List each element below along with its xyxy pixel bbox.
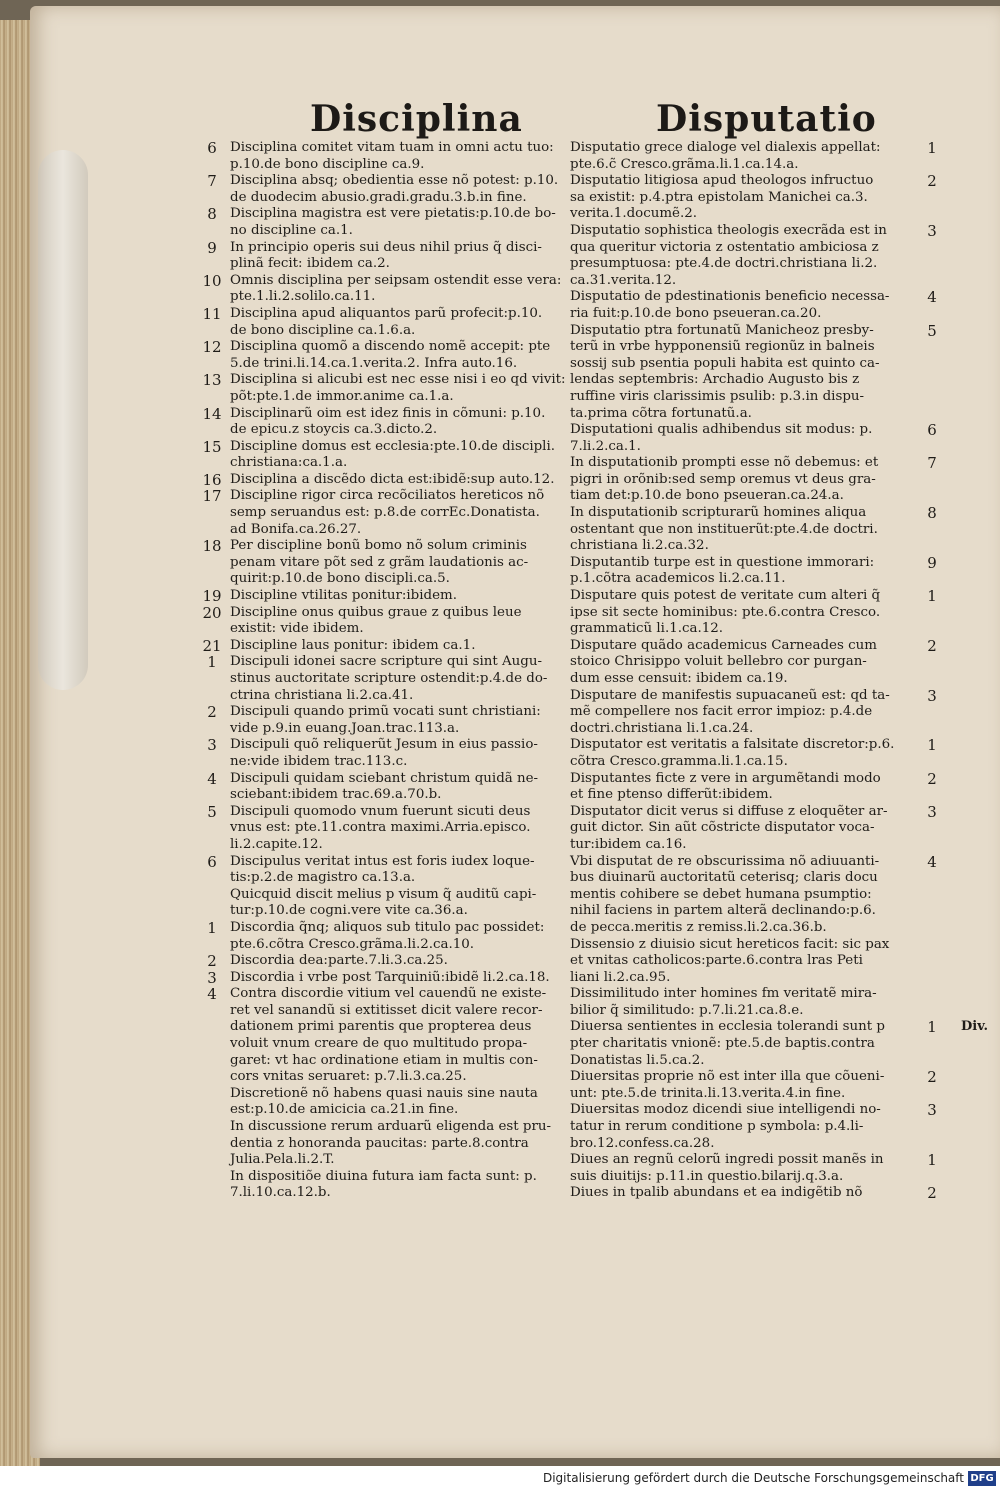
entry-number: 1 [927,1018,937,1037]
index-entry [570,688,990,738]
index-entry [200,970,570,987]
entry-text: In disputationib prompti esse nõ debemus: et pigri in orõnib:sed semp oremus vt deus gra- tiam det:p.10.de bono pseueran.ca.24.a. [570,455,879,504]
entry-number: 8 [207,205,217,224]
entry-text: Discipline onus quibus graue z quibus leue existit: vide ibidem. [230,604,522,637]
entry-number: 7 [927,454,937,473]
entry-number: 9 [927,553,937,572]
entry-number: 3 [207,736,217,755]
entry-text: Disputationi qualis adhibendus sit modus: p. 7.li.2.ca.1. [570,422,873,454]
entry-text: Diuersitas modoz dicendi siue intelligendi no- tatur in rerum conditione p symbola: p.4.li- bro.12.confess.ca.28. [570,1102,881,1151]
index-entry [570,455,990,505]
index-entry [200,737,570,770]
footer-bar [0,1466,1000,1492]
entry-number: 6 [207,139,217,157]
entry-number: 1 [927,139,937,157]
margin-note: Div. [961,1019,988,1035]
entry-text: Quicquid discit melius p visum q̃ auditũ capi- tur:p.10.de cogni.vere vite ca.36.a. [230,886,537,919]
entry-text: Disputator dicit verus si diffuse z eloquẽter ar- guit dictor. Sin aũt cõstricte disputator voca- tur:ibidem ca.16. [570,803,888,852]
entry-text: In principio operis sui deus nihil prius q̃ disci- plinã fecit: ibidem ca.2. [230,239,542,272]
index-entry [200,953,570,970]
entry-text: Disputare de manifestis supuacaneũ est: qd ta- mẽ compellere nos facit error impioz: p.4.de doctri.christiana li.1.ca.24. [570,687,890,736]
entry-number: 3 [927,1101,937,1120]
entry-text: Discipline vtilitas ponitur:ibidem. [230,588,457,604]
entry-number: 1 [927,1151,937,1170]
entry-number: 21 [202,636,222,655]
index-entry [570,173,990,223]
entry-text: Diues an regnũ celorũ ingredi possit manẽs in suis diuitijs: p.11.in questio.bilarij.q.3.a. [570,1152,884,1184]
entry-number: 14 [202,404,222,423]
entry-number: 2 [927,172,937,191]
entry-number: 4 [927,852,937,871]
index-entry [200,704,570,737]
index-entry [570,1152,990,1185]
entry-number: 6 [927,421,937,440]
entry-text: Discipline rigor circa recõciliatos hereticos nõ semp seruandus est: p.8.de corrEc.Donatista. ad Bonifa.ca.26.27. [230,488,545,537]
entry-text: Disciplina quomõ a discendo nomẽ accepit: pte 5.de trini.li.14.ca.1.verita.2. Infra auto.16. [230,339,551,371]
index-entry [200,605,570,638]
entry-number: 3 [207,968,217,987]
entry-number: 2 [207,952,217,971]
index-entry [200,854,570,887]
entry-text: Disciplina absq; obedientia esse nõ potest: p.10. de duodecim abusio.gradi.gradu.3.b.in fine. [230,173,559,205]
entry-number: 3 [927,802,937,821]
entry-text: Disputatio de pdestinationis beneficio necessa- ria fuit:p.10.de bono pseueran.ca.20. [570,289,890,321]
entry-number: 3 [927,686,937,705]
entry-text: Diuersa sentientes in ecclesia tolerandi sunt p pter charitatis vnionẽ: pte.5.de baptis.contra Donatistas li.5.ca.2. [570,1019,885,1068]
index-entry [200,273,570,306]
entry-number: 1 [207,653,217,672]
entry-text: Disputatio grece dialoge vel dialexis appellat: pte.6.c̃ Cresco.grãma.li.1.ca.14.a. [570,140,881,172]
entry-number: 3 [927,221,937,240]
page-clip [38,150,88,690]
index-entry [200,654,570,704]
entry-text: Discipline domus est ecclesia:pte.10.de discipli. christiana:ca.1.a. [230,438,555,471]
index-entry [570,638,990,688]
entry-number: 20 [202,603,222,622]
entry-number: 1 [927,736,937,755]
entry-text: Disciplina apud aliquantos parũ profecit:p.10. de bono discipline ca.1.6.a. [230,305,543,338]
entry-text: Disciplina comitet vitam tuam in omni actu tuo: p.10.de bono discipline ca.9. [230,140,554,172]
entry-text: Discordia i vrbe post Tarquiniũ:ibidẽ li.2.ca.18. [230,969,550,985]
index-entry [200,638,570,655]
index-entry [570,289,990,322]
entry-text: Disciplina si alicubi est nec esse nisi i eo qd vivit: põt:pte.1.de immor.anime ca.1.a. [230,372,566,404]
entry-number: 4 [927,288,937,307]
entry-text: Dissensio z diuisio sicut hereticos facit: sic pax et vnitas catholicos:parte.6.contra lras Peti liani li.2.ca.95. [570,936,890,985]
index-entry [200,488,570,538]
index-entry [200,372,570,405]
index-entry [200,1119,570,1169]
index-entry [570,1102,990,1152]
entry-number: 2 [927,769,937,788]
index-entry [200,986,570,1086]
index-entry [570,555,990,588]
index-entry [570,223,990,289]
entry-text: Disciplina magistra est vere pietatis:p.10.de bo- no discipline ca.1. [230,206,556,238]
index-entry [200,1169,570,1202]
index-entry [570,854,990,937]
entry-number: 13 [202,371,222,390]
entry-number: 2 [927,1184,937,1203]
entry-text: In dispositiõe diuina futura iam facta sunt: p. 7.li.10.ca.12.b. [230,1168,537,1201]
entry-text: Discretionẽ nõ habens quasi nauis sine nauta est:p.10.de amicicia ca.21.in fine. [230,1085,538,1118]
entry-text: Disciplina a discẽdo dicta est:ibidẽ:sup auto.12. [230,471,555,487]
index-entry [200,1086,570,1119]
entry-number: 19 [202,587,222,606]
entry-number: 11 [202,304,222,323]
entry-number: 1 [927,587,937,606]
footer-credit: Digitalisierung gefördert durch die Deutsche Forschungsgemeinschaft [542,1471,964,1485]
entry-text: Diuersitas proprie nõ est inter illa que cõueni- unt: pte.5.de trinita.li.13.verita.4.in fine. [570,1069,885,1101]
index-entry [200,240,570,273]
entry-number: 4 [207,985,217,1004]
entry-text: Discordia dea:parte.7.li.3.ca.25. [230,953,448,969]
index-entry [200,887,570,920]
index-entry [570,422,990,455]
entry-number: 16 [202,470,222,489]
index-entry [200,206,570,239]
entry-number: 15 [202,437,222,456]
entry-text: Discipulus veritat intus est foris iudex loque- tis:p.2.de magistro ca.13.a. [230,853,535,886]
entry-number: 2 [207,703,217,722]
entry-text: Disputantib turpe est in questione immorari: p.1.cõtra academicos li.2.ca.11. [570,554,875,587]
entry-text: Discipuli quidam sciebant christum quidã ne- sciebant:ibidem trac.69.a.70.b. [230,770,539,803]
entry-text: Discipline laus ponitur: ibidem ca.1. [230,637,476,653]
right-column [570,140,990,1202]
entry-text: Disputatio ptra fortunatũ Manicheoz presby- terũ in vrbe hypponensiũ regionũz in balneis sossij sub psentia populi habita est quinto ca- lendas septembris: Archadio Augusto bis z ruffine viris clarissimis psulib: p.3.in dispu- ta.prima cõtra fortunatũ.a. [570,322,880,421]
index-entry [570,140,990,173]
index-entry [200,406,570,439]
index-entry [200,920,570,953]
entry-text: Disputare quis potest de veritate cum alteri q̃ ipse sit secte hominibus: pte.6.contra Cresco. grammaticũ li.1.ca.12. [570,588,881,637]
entry-text: Disputator est veritatis a falsitate discretor:p.6. cõtra Cresco.gramma.li.1.ca.15. [570,737,895,769]
index-entry [200,173,570,206]
entry-text: Omnis disciplina per seipsam ostendit esse vera: pte.1.li.2.solilo.ca.11. [230,272,562,305]
entry-number: 17 [202,487,222,506]
index-entry [200,472,570,489]
entry-number: 10 [202,271,222,290]
entry-number: 2 [927,1068,937,1087]
index-entry [200,306,570,339]
entry-number: 7 [207,172,217,191]
index-entry [200,439,570,472]
entry-number: 12 [202,338,222,357]
entry-text: Diues in tpalib abundans et ea indigẽtib nõ [570,1185,863,1201]
running-head-left: Disciplina [310,98,523,140]
entry-text: In disputationib scripturarũ homines aliqua ostentant que non instituerũt:pte.4.de doctri. christiana li.2.ca.32. [570,505,878,554]
entry-text: Disputare quãdo academicus Carneades cum stoico Chrisippo voluit bellebro cor purgan- dum esse censuit: ibidem ca.19. [570,637,877,686]
index-entry [570,1185,990,1202]
index-entry [200,588,570,605]
index-entry [570,937,990,987]
entry-text: Vbi disputat de re obscurissima nõ adiuuanti- bus diuinarũ auctoritatũ ceterisq; claris docu mentis cohibere se debet humana psumptio: nihil faciens in partem alterã declinando:p.6. de pecca.meritis z remiss.li.2.ca.36.b. [570,853,880,935]
entry-number: 1 [207,918,217,937]
index-entry [570,1019,990,1069]
entry-text: Discipuli quomodo vnum fuerunt sicuti deus vnus est: pte.11.contra maximi.Arria.episco. li.2.capite.12. [230,803,531,852]
index-entry [570,505,990,555]
entry-number: 2 [927,636,937,655]
index-entry [570,771,990,804]
entry-text: Contra discordie vitium vel cauendũ ne existe- ret vel sanandũ si extitisset dicit valere recor- dationem primi parentis que propterea deus voluit vnum creare de quo multitudo propa- garet: vt hac ordinatione etiam in multis con- cors vnitas seruaret: p.7.li.3.ca.25. [230,986,547,1085]
index-entry [200,339,570,372]
index-entry [200,538,570,588]
entry-number: 5 [927,321,937,340]
entry-number: 8 [927,504,937,523]
entry-number: 4 [207,769,217,788]
entry-text: Discipuli quõ reliquerũt Jesum in eius passio- ne:vide ibidem trac.113.c. [230,737,538,769]
entry-text: Disputatio litigiosa apud theologos infructuo sa existit: p.4.ptra epistolam Manichei ca.3. verita.1.documẽ.2. [570,173,874,222]
dfg-logo: DFG [968,1471,996,1486]
entry-text: Discipuli idonei sacre scripture qui sint Augu- stinus auctoritate scripture ostendit:p.4.de do- ctrina christiana li.2.ca.41. [230,654,548,703]
index-entry [570,804,990,854]
entry-number: 5 [207,802,217,821]
index-entry [570,323,990,423]
entry-text: Disputatio sophistica theologis execrãda est in qua queritur victoria z ostentatio ambiciosa z presumptuosa: pte.4.de doctri.christiana li.2. ca.31.verita.12. [570,222,887,288]
entry-text: Disputantes ficte z vere in argumẽtandi modo et fine ptenso differũt:ibidem. [570,770,881,803]
entry-text: Per discipline bonũ bomo nõ solum criminis penam vitare põt sed z grãm laudationis ac- quirit:p.10.de bono discipli.ca.5. [230,538,529,587]
index-entry [200,771,570,804]
entry-number: 6 [207,852,217,871]
entry-text: Dissimilitudo inter homines fm veritatẽ mira- bilior q̃ similitudo: p.7.li.21.ca.8.e. [570,986,877,1018]
entry-text: Discordia q̃nq; aliquos sub titulo pac possidet: pte.6.cõtra Cresco.grãma.li.2.ca.10. [230,919,545,952]
index-entry [570,737,990,770]
index-entry [200,140,570,173]
entry-text: Disciplinarũ oim est idez finis in cõmuni: p.10. de epicu.z stoycis ca.3.dicto.2. [230,405,546,438]
index-entry [570,986,990,1019]
entry-number: 9 [207,238,217,257]
entry-text: In discussione rerum arduarũ eligenda est pru- dentia z honoranda paucitas: parte.8.contra Julia.Pela.li.2.T. [230,1119,552,1168]
running-head-right: Disputatio [656,98,877,140]
entry-text: Discipuli quando primũ vocati sunt christiani: vide p.9.in euang.Joan.trac.113.a. [230,704,541,736]
index-entry [570,1069,990,1102]
left-column [200,140,570,1202]
index-entry [570,588,990,638]
entry-number: 18 [202,537,222,556]
index-entry [200,804,570,854]
